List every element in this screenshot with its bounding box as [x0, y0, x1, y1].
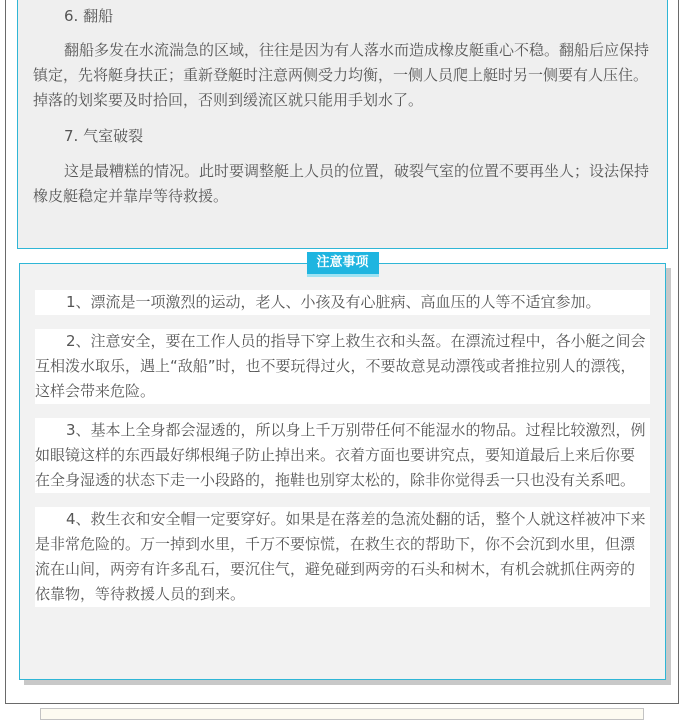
notice-badge: 注意事项: [306, 252, 378, 277]
notice-item-4: 4、救生衣和安全帽一定要穿好。如果是在落差的急流处翻的话，整个人就这样被冲下来是非常危险的。万一掉到水里，千万不要惊慌，在救生衣的帮助下，你不会沉到水里，但漂流在山间，两旁有许多乱石，要沉住气，避免碰到两旁的石头和树木，有机会就抓住两旁的依靠物，等待救援人员的到来。: [35, 507, 650, 607]
step-7-body: 这是最糟糕的情况。此时要调整艇上人员的位置，破裂气室的位置不要再坐人；设法保持橡皮艇稳定并靠岸等待救援。: [33, 162, 650, 205]
step-6-body: 翻船多发在水流湍急的区域，往往是因为有人落水而造成橡皮艇重心不稳。翻船后应保持镇定，先将艇身扶正；重新登艇时注意两侧受力均衡，一侧人员爬上艇时另一侧要有人压住。掉落的划桨要及时拾回，否则到缓流区就只能用手划水了。: [33, 41, 650, 109]
notice-item-3: 3、基本上全身都会湿透的，所以身上千万别带任何不能湿水的物品。过程比较激烈，例如眼镜这样的东西最好绑根绳子防止掉出来。衣着方面也要讲究点，要知道最后上来后你要在全身湿透的状态下走一小段路的，拖鞋也别穿太松的，除非你觉得丢一只也没有关系吧。: [35, 418, 650, 493]
step-6-title: 6. 翻船: [64, 7, 114, 25]
step-7-title: 7. 气室破裂: [64, 127, 144, 145]
notice-item-1: 1、漂流是一项激烈的运动，老人、小孩及有心脏病、高血压的人等不适宜参加。: [35, 290, 650, 315]
notice-item-2: 2、注意安全，要在工作人员的指导下穿上救生衣和头盔。在漂流过程中，各小艇之间会互相泼水取乐，遇上“敌船”时，也不要玩得过火，不要故意晃动漂筏或者推拉别人的漂筏，这样会带来危险。: [35, 329, 650, 404]
next-section-edge: [40, 708, 644, 720]
notice-card: [19, 255, 666, 680]
tips-card: [17, 0, 668, 249]
